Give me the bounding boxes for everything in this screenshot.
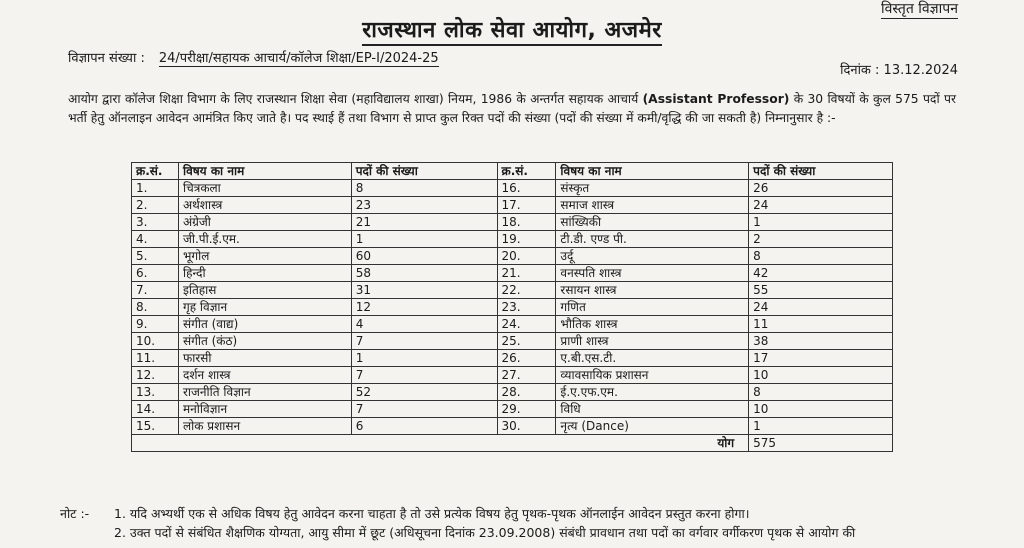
table-cell: 38 [749, 333, 893, 350]
notes-section [60, 504, 855, 542]
table-cell: 1 [351, 350, 497, 367]
table-cell: 7 [351, 333, 497, 350]
table-cell: ई.ए.एफ.एम. [556, 384, 749, 401]
table-cell: 18. [497, 214, 556, 231]
table-cell: 3. [132, 214, 179, 231]
table-cell: 17. [497, 197, 556, 214]
table-cell: 58 [351, 265, 497, 282]
table-cell: संगीत (वाद्य) [178, 316, 351, 333]
table-cell: 20. [497, 248, 556, 265]
table-cell: भूगोल [178, 248, 351, 265]
column-header: पदों की संख्या [749, 163, 893, 180]
table-cell: 5. [132, 248, 179, 265]
note-item-2: 2. उक्त पदों से संबंधित शैक्षणिक योग्यता, आयु सीमा में छूट (अधिसूचना दिनांक 23.09.2008) संबंधी प्रावधान तथा पदों का वर्गवार वर्गीकरण पृथक से आयोग की [114, 525, 856, 540]
page-title [0, 14, 1024, 44]
table-header-row [132, 163, 893, 180]
table-cell: टी.डी. एण्ड पी. [556, 231, 749, 248]
table-cell: 1. [132, 180, 179, 197]
table-cell: 16. [497, 180, 556, 197]
table-cell: अर्थशास्त्र [178, 197, 351, 214]
table-row [132, 316, 893, 333]
table-cell: 10 [749, 401, 893, 418]
table-cell: 14. [132, 401, 179, 418]
table-cell: लोक प्रशासन [178, 418, 351, 435]
table-cell: 23. [497, 299, 556, 316]
table-cell: इतिहास [178, 282, 351, 299]
column-header: पदों की संख्या [351, 163, 497, 180]
table-cell: 11 [749, 316, 893, 333]
table-cell: 13. [132, 384, 179, 401]
intro-bold: (Assistant Professor) [642, 92, 790, 106]
table-cell: 24 [749, 299, 893, 316]
advertisement-number-value: 24/परीक्षा/सहायक आचार्य/कॉलेज शिक्षा/EP-I/2024-25 [158, 51, 439, 66]
table-cell: 26. [497, 350, 556, 367]
table-cell: 42 [749, 265, 893, 282]
table-cell: व्यावसायिक प्रशासन [556, 367, 749, 384]
table-cell: 52 [351, 384, 497, 401]
table-cell: 10. [132, 333, 179, 350]
advertisement-type-tag: विस्तृत विज्ञापन [881, 1, 958, 17]
table-cell: वनस्पति शास्त्र [556, 265, 749, 282]
table-cell: 4 [351, 316, 497, 333]
table-row [132, 418, 893, 435]
table-cell: फारसी [178, 350, 351, 367]
note-item-1-line [60, 504, 855, 523]
table-cell: 24. [497, 316, 556, 333]
table-cell: 7. [132, 282, 179, 299]
table-cell: संस्कृत [556, 180, 749, 197]
note-label: नोट :- [60, 506, 90, 521]
table-row [132, 180, 893, 197]
advertisement-number-label: विज्ञापन संख्या : [68, 51, 145, 66]
table-row [132, 282, 893, 299]
table-cell: 26 [749, 180, 893, 197]
table-cell: 28. [497, 384, 556, 401]
table-cell: 55 [749, 282, 893, 299]
posts-table-head [132, 163, 893, 180]
table-cell: 7 [351, 401, 497, 418]
table-cell: 8 [351, 180, 497, 197]
table-cell: 21. [497, 265, 556, 282]
table-cell: 1 [749, 214, 893, 231]
table-cell: 24 [749, 197, 893, 214]
table-cell: 2. [132, 197, 179, 214]
table-cell: 60 [351, 248, 497, 265]
table-cell: रसायन शास्त्र [556, 282, 749, 299]
column-header: क्र.सं. [132, 163, 179, 180]
table-cell: 27. [497, 367, 556, 384]
date: दिनांक : 13.12.2024 [840, 63, 958, 78]
table-cell: 30. [497, 418, 556, 435]
table-cell: गणित [556, 299, 749, 316]
table-cell: भौतिक शास्त्र [556, 316, 749, 333]
table-cell: दर्शन शास्त्र [178, 367, 351, 384]
table-cell: 31 [351, 282, 497, 299]
table-cell: 8 [749, 384, 893, 401]
table-cell: 1 [351, 231, 497, 248]
table-row [132, 367, 893, 384]
table-cell: 15. [132, 418, 179, 435]
table-cell: 11. [132, 350, 179, 367]
table-cell: 25. [497, 333, 556, 350]
table-cell: 7 [351, 367, 497, 384]
table-cell: अंग्रेजी [178, 214, 351, 231]
table-cell: चित्रकला [178, 180, 351, 197]
table-row [132, 231, 893, 248]
table-cell: सांख्यिकी [556, 214, 749, 231]
table-row [132, 299, 893, 316]
table-row [132, 214, 893, 231]
table-cell: गृह विज्ञान [178, 299, 351, 316]
table-cell: हिन्दी [178, 265, 351, 282]
table-cell: 4. [132, 231, 179, 248]
table-cell: प्राणी शास्त्र [556, 333, 749, 350]
total-label: योग [132, 435, 749, 452]
table-cell: 2 [749, 231, 893, 248]
table-row [132, 248, 893, 265]
intro-paragraph [68, 90, 956, 128]
table-cell: 12 [351, 299, 497, 316]
note-item-2-line [60, 523, 855, 542]
table-cell: 21 [351, 214, 497, 231]
table-cell: 9. [132, 316, 179, 333]
advertisement-number [68, 48, 439, 66]
table-row [132, 401, 893, 418]
column-header: विषय का नाम [556, 163, 749, 180]
table-cell: राजनीति विज्ञान [178, 384, 351, 401]
table-cell: 10 [749, 367, 893, 384]
table-cell: 12. [132, 367, 179, 384]
table-cell: 8 [749, 248, 893, 265]
table-cell: 1 [749, 418, 893, 435]
posts-table [131, 162, 893, 452]
table-cell: विधि [556, 401, 749, 418]
table-row [132, 197, 893, 214]
posts-table-body [132, 180, 893, 452]
note-item-1: 1. यदि अभ्यर्थी एक से अधिक विषय हेतु आवेदन करना चाहता है तो उसे प्रत्येक विषय हेतु पृथक-पृथक ऑनलाईन आवेदन प्रस्तुत करना होगा। [114, 506, 750, 521]
total-value: 575 [749, 435, 893, 452]
table-cell: समाज शास्त्र [556, 197, 749, 214]
table-cell: 6. [132, 265, 179, 282]
table-cell: 8. [132, 299, 179, 316]
table-cell: 23 [351, 197, 497, 214]
table-cell: उर्दू [556, 248, 749, 265]
table-row [132, 265, 893, 282]
table-cell: ए.बी.एस.टी. [556, 350, 749, 367]
table-cell: 6 [351, 418, 497, 435]
intro-text-2: के 30 विषयों के कुल 575 पदों पर भर्ती हेतु ऑनलाइन आवेदन आमंत्रित किए जाते है। पद स्थाई हैं तथा विभाग से प्राप्त कुल रिक्त पदों की संख्या (पदों की संख्या में कमी/वृद्धि की जा सकती है) निम्नानुसार है :- [68, 92, 957, 125]
table-cell: संगीत (कंठ) [178, 333, 351, 350]
table-cell: नृत्य (Dance) [556, 418, 749, 435]
column-header: क्र.सं. [497, 163, 556, 180]
intro-text-1: आयोग द्वारा कॉलेज शिक्षा विभाग के लिए राजस्थान शिक्षा सेवा (महाविद्यालय शाखा) नियम, 1986 के अन्तर्गत सहायक आचार्य [68, 92, 643, 106]
table-cell: 29. [497, 401, 556, 418]
table-cell: 19. [497, 231, 556, 248]
table-cell: जी.पी.ई.एम. [178, 231, 351, 248]
table-cell: 17 [749, 350, 893, 367]
commission-name: राजस्थान लोक सेवा आयोग, अजमेर [362, 18, 662, 46]
table-cell: 22. [497, 282, 556, 299]
column-header: विषय का नाम [178, 163, 351, 180]
table-row [132, 384, 893, 401]
table-row [132, 333, 893, 350]
total-row [132, 435, 893, 452]
table-row [132, 350, 893, 367]
table-cell: मनोविज्ञान [178, 401, 351, 418]
